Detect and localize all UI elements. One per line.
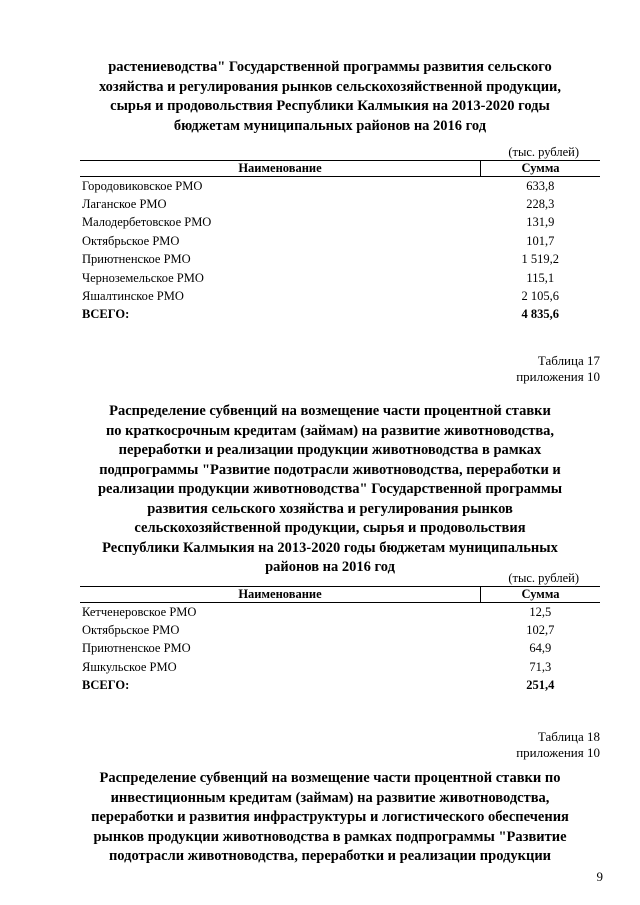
table-header-row — [80, 587, 600, 603]
title-line: подотрасли животноводства, переработки и реализации продукции — [108, 848, 552, 864]
table-row — [80, 177, 600, 196]
title-line: растениеводства" Государственной программы развития сельского — [108, 59, 552, 75]
row-sum: 1 519,2 — [521, 252, 559, 267]
row-sum: 101,7 — [526, 233, 555, 248]
table17-reference — [516, 353, 600, 385]
title-line: Распределение субвенций на возмещение части процентной ставки по — [99, 770, 561, 786]
total-row — [80, 677, 600, 695]
title-line: подпрограммы "Развитие подотрасли животноводства, переработки и — [99, 461, 561, 478]
header-name: Наименование — [80, 161, 481, 177]
row-name: Октябрьское РМО — [82, 623, 180, 638]
section1-units: (тыс. рублей) — [508, 145, 579, 159]
table-row — [80, 640, 600, 658]
table-row — [80, 621, 600, 639]
title-line: хозяйства и регулирования рынков сельскохозяйственной продукции, — [98, 78, 562, 95]
title-line: развития сельского хозяйства и регулирования рынков — [147, 500, 513, 517]
table-row — [80, 287, 600, 305]
section3-title — [60, 769, 600, 867]
row-sum: 12,5 — [529, 604, 552, 619]
row-sum: 2 105,6 — [521, 289, 559, 304]
row-sum: 131,9 — [526, 215, 555, 230]
row-name: Малодербетовское РМО — [82, 215, 212, 230]
table-number: Таблица 18 — [537, 729, 600, 744]
section2-units: (тыс. рублей) — [508, 571, 579, 585]
row-name: Черноземельское РМО — [82, 270, 204, 285]
row-sum: 71,3 — [529, 659, 552, 674]
title-line: рынков продукции животноводства в рамках подпрограммы "Развитие — [93, 828, 567, 845]
title-line: Распределение субвенций на возмещение части процентной ставки — [109, 403, 551, 419]
table-row — [80, 195, 600, 213]
title-line: сырья и продовольствия Республики Калмыкия на 2013-2020 годы — [110, 98, 550, 114]
table-row — [80, 269, 600, 287]
total-sum: 4 835,6 — [521, 307, 559, 322]
appendix-label: приложения 10 — [516, 369, 600, 384]
row-sum: 228,3 — [526, 197, 555, 212]
section1-table — [80, 160, 600, 324]
row-sum: 115,1 — [526, 270, 555, 285]
row-name: Яшалтинское РМО — [82, 289, 184, 304]
table-header-row — [80, 161, 600, 177]
section2-table — [80, 586, 600, 695]
appendix-label: приложения 10 — [516, 745, 600, 760]
total-row — [80, 306, 600, 324]
row-name: Приютненское РМО — [82, 252, 191, 267]
title-line: инвестиционным кредитам (займам) на развитие животноводства, — [110, 789, 550, 806]
table-row — [80, 232, 600, 250]
title-line: переработки и развития инфраструктуры и логистического обеспечения — [91, 809, 569, 825]
section1-title — [60, 58, 600, 136]
title-line: Республики Калмыкия на 2013-2020 годы бюджетам муниципальных — [102, 539, 558, 556]
title-line: районов на 2016 год — [265, 559, 395, 575]
section2-title — [60, 402, 600, 578]
table18-reference — [516, 729, 600, 761]
header-name: Наименование — [80, 587, 481, 603]
row-name: Октябрьское РМО — [82, 233, 180, 248]
total-label: ВСЕГО: — [82, 678, 130, 693]
row-name: Приютненское РМО — [82, 641, 191, 656]
header-sum: Сумма — [481, 161, 601, 177]
row-name: Лаганское РМО — [82, 197, 167, 212]
table-row — [80, 603, 600, 622]
row-sum: 64,9 — [529, 641, 552, 656]
title-line: реализации продукции животноводства" Государственной программы — [97, 481, 563, 497]
row-name: Яшкульское РМО — [82, 659, 177, 674]
row-name: Кетченеровское РМО — [82, 604, 197, 619]
row-sum: 633,8 — [526, 178, 555, 193]
title-line: бюджетам муниципальных районов на 2016 год — [173, 117, 487, 134]
table-number: Таблица 17 — [537, 353, 600, 368]
page-number: 9 — [596, 869, 603, 884]
header-sum: Сумма — [481, 587, 601, 603]
total-sum: 251,4 — [526, 678, 555, 693]
title-line: по краткосрочным кредитам (займам) на развитие животноводства, — [105, 422, 555, 439]
title-line: переработки и реализации продукции животноводства в рамках — [118, 442, 542, 458]
row-name: Городовиковское РМО — [82, 178, 203, 193]
row-sum: 102,7 — [526, 623, 555, 638]
title-line: сельскохозяйственной продукции, сырья и продовольствия — [134, 520, 526, 536]
table-row — [80, 251, 600, 269]
table-row — [80, 658, 600, 676]
table-row — [80, 214, 600, 232]
total-label: ВСЕГО: — [82, 307, 130, 322]
